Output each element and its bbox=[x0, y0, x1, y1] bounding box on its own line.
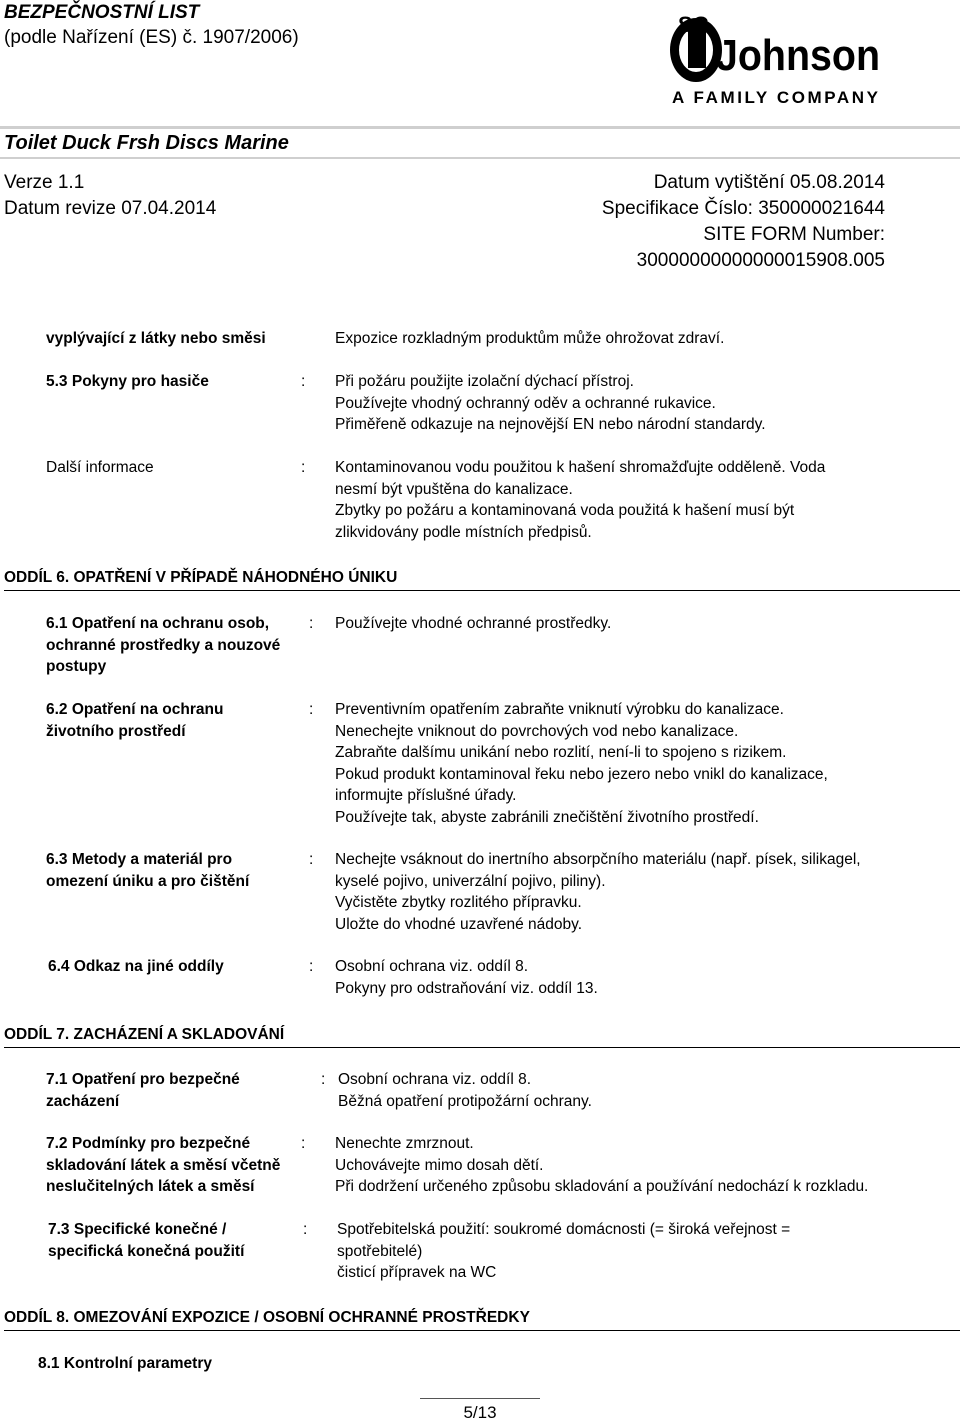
colon: : bbox=[303, 1221, 308, 1238]
firefighters-value bbox=[335, 371, 935, 436]
text-line: Kontaminovanou vodu použitou k hašení shromažďujte odděleně. Voda bbox=[335, 459, 826, 476]
hazards-label-continued: vyplývající z látky nebo směsi bbox=[46, 330, 266, 347]
regulation-reference: (podle Nařízení (ES) č. 1907/2006) bbox=[4, 27, 299, 48]
logo-sc-text: SC bbox=[678, 12, 709, 37]
s6-2-value bbox=[335, 699, 935, 828]
s7-3-label bbox=[48, 1219, 298, 1262]
colon: : bbox=[309, 958, 314, 975]
section-8-divider bbox=[4, 1330, 960, 1331]
text-line: informujte příslušné úřady. bbox=[335, 787, 517, 804]
text-line: Nechejte vsáknout do inertního absorpčního materiálu (např. písek, silikagel, bbox=[335, 851, 861, 868]
section-6-divider bbox=[4, 590, 960, 591]
document-title: BEZPEČNOSTNÍ LIST bbox=[4, 2, 200, 23]
s6-1-value bbox=[335, 613, 935, 635]
text-line: Používejte vhodný ochranný oděv a ochranné rukavice. bbox=[335, 394, 716, 412]
s7-2-value bbox=[335, 1133, 935, 1198]
page-number: 5/13 bbox=[463, 1403, 497, 1422]
text-line: Přiměřeně odkazuje na nejnovější EN nebo národní standardy. bbox=[335, 416, 766, 433]
text-line: zlikvidovány podle místních předpisů. bbox=[335, 523, 592, 541]
header-divider bbox=[0, 126, 960, 129]
text-line: Zabraňte dalšímu unikání nebo rozlití, není-li to spojeno s rizikem. bbox=[335, 744, 787, 761]
logo-brand-text: Johnson bbox=[716, 31, 880, 80]
s8-1-label: 8.1 Kontrolní parametry bbox=[38, 1355, 212, 1372]
colon: : bbox=[309, 851, 314, 868]
sc-johnson-logo bbox=[668, 8, 882, 108]
logo-tagline-text: A FAMILY COMPANY bbox=[672, 88, 878, 107]
label-line: postupy bbox=[46, 658, 107, 675]
text-line: Vyčistěte zbytky rozlitého přípravku. bbox=[335, 894, 582, 911]
colon: : bbox=[321, 1071, 326, 1088]
label-line: 7.1 Opatření pro bezpečné bbox=[46, 1071, 240, 1088]
text-line: Pokyny pro odstraňování viz. oddíl 13. bbox=[335, 979, 598, 997]
label-line: 6.3 Metody a materiál pro bbox=[46, 851, 233, 868]
text-line: Používejte tak, abyste zabránili znečištění životního prostředí. bbox=[335, 808, 759, 826]
label-line: 6.4 Odkaz na jiné oddíly bbox=[48, 958, 224, 975]
section-8-title: ODDÍL 8. OMEZOVÁNÍ EXPOZICE / OSOBNÍ OCHRANNÉ PROSTŘEDKY bbox=[4, 1309, 530, 1326]
product-name: Toilet Duck Frsh Discs Marine bbox=[4, 132, 289, 154]
text-line: Při dodržení určeného způsobu skladování a používání nedochází k rozkladu. bbox=[335, 1178, 869, 1195]
s6-3-value bbox=[335, 849, 935, 935]
text-line: nesmí být vpuštěna do kanalizace. bbox=[335, 480, 573, 498]
text-line: Běžná opatření protipožární ochrany. bbox=[338, 1092, 592, 1110]
colon: : bbox=[301, 1135, 306, 1152]
text-line: Zbytky po požáru a kontaminovaná voda použitá k hašení musí být bbox=[335, 502, 795, 519]
section-6-title: ODDÍL 6. OPATŘENÍ V PŘÍPADĚ NÁHODNÉHO ÚNIKU bbox=[4, 569, 398, 586]
text-line: kyselé pojivo, univerzální pojivo, piliny). bbox=[335, 872, 606, 890]
print-date: Datum vytištění 05.08.2014 bbox=[653, 172, 885, 193]
specification-number: Specifikace Číslo: 350000021644 bbox=[601, 198, 885, 219]
label-line: skladování látek a směsí včetně bbox=[46, 1156, 281, 1174]
section-7-title: ODDÍL 7. ZACHÁZENÍ A SKLADOVÁNÍ bbox=[4, 1026, 285, 1043]
s6-2-label bbox=[46, 699, 296, 742]
site-form-number: 30000000000000015908.005 bbox=[636, 250, 885, 271]
text-line: Pokud produkt kontaminoval řeku nebo jezero nebo vnikl do kanalizace, bbox=[335, 765, 828, 783]
site-form-label: SITE FORM Number: bbox=[703, 224, 885, 245]
text-line: Nenechte zmrznout. bbox=[335, 1135, 474, 1152]
colon: : bbox=[301, 373, 306, 390]
further-info-value bbox=[335, 457, 935, 543]
colon: : bbox=[301, 459, 306, 476]
label-line: specifická konečná použití bbox=[48, 1242, 245, 1260]
label-line: omezení úniku a pro čištění bbox=[46, 872, 250, 890]
logo-graphic bbox=[668, 8, 882, 108]
section-7-divider bbox=[4, 1047, 960, 1048]
text-line: Při požáru použijte izolační dýchací přístroj. bbox=[335, 373, 634, 390]
revision-date: Datum revize 07.04.2014 bbox=[4, 198, 217, 219]
label-line: 6.1 Opatření na ochranu osob, bbox=[46, 615, 270, 632]
label-line: ochranné prostředky a nouzové bbox=[46, 636, 281, 654]
text-line: čisticí přípravek na WC bbox=[337, 1264, 497, 1281]
text-line: Osobní ochrana viz. oddíl 8. bbox=[338, 1071, 532, 1088]
label-line: 7.2 Podmínky pro bezpečné bbox=[46, 1135, 251, 1152]
firefighters-label: 5.3 Pokyny pro hasiče bbox=[46, 373, 209, 390]
product-divider bbox=[0, 157, 960, 159]
label-line: životního prostředí bbox=[46, 722, 186, 740]
s6-4-label bbox=[48, 956, 298, 978]
s6-1-label bbox=[46, 613, 296, 678]
further-info-label: Další informace bbox=[46, 459, 154, 476]
text-line: Nenechejte vniknout do povrchových vod nebo kanalizace. bbox=[335, 722, 739, 740]
text-line: Osobní ochrana viz. oddíl 8. bbox=[335, 958, 529, 975]
s6-4-value bbox=[335, 956, 935, 999]
hazards-value: Expozice rozkladným produktům může ohrožovat zdraví. bbox=[335, 330, 725, 347]
s7-1-label bbox=[46, 1069, 296, 1112]
s6-3-label bbox=[46, 849, 296, 892]
version: Verze 1.1 bbox=[4, 172, 85, 193]
s7-1-value bbox=[338, 1069, 938, 1112]
label-line: zacházení bbox=[46, 1092, 120, 1110]
label-line: neslučitelných látek a směsí bbox=[46, 1178, 255, 1195]
text-line: spotřebitelé) bbox=[337, 1242, 423, 1260]
s7-2-label bbox=[46, 1133, 296, 1198]
text-line: Uložte do vhodné uzavřené nádoby. bbox=[335, 915, 583, 933]
text-line: Preventivním opatřením zabraňte vniknutí výrobku do kanalizace. bbox=[335, 701, 784, 718]
label-line: 7.3 Specifické konečné / bbox=[48, 1221, 227, 1238]
colon: : bbox=[309, 701, 314, 718]
text-line: Používejte vhodné ochranné prostředky. bbox=[335, 615, 612, 632]
text-line: Spotřebitelská použití: soukromé domácnosti (= široká veřejnost = bbox=[337, 1221, 791, 1238]
label-line: 6.2 Opatření na ochranu bbox=[46, 701, 224, 718]
text-line: Uchovávejte mimo dosah dětí. bbox=[335, 1156, 544, 1174]
s7-3-value bbox=[337, 1219, 937, 1284]
colon: : bbox=[309, 615, 314, 632]
